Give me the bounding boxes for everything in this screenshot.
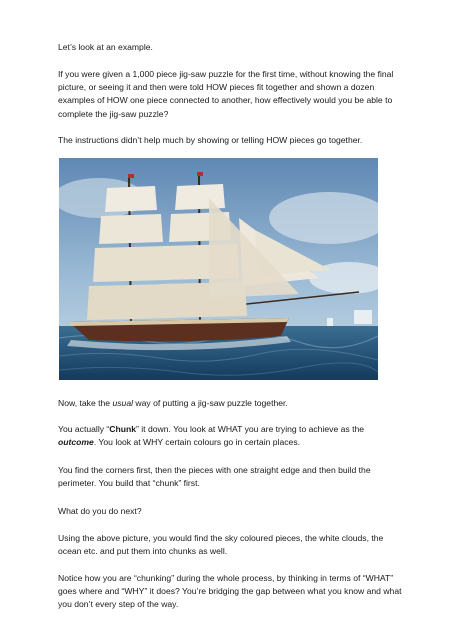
chunk-text-3: . You look at WHY certain colours go in certain places. bbox=[93, 437, 301, 448]
usual-text-after: way of putting a jig-saw puzzle together. bbox=[133, 398, 288, 408]
usual-way-paragraph bbox=[58, 397, 404, 410]
usual-emphasis: usual bbox=[112, 398, 134, 408]
chunk-bold-word: Chunk bbox=[109, 424, 137, 434]
instructions-paragraph: The instructions didn’t help much by showing or telling HOW pieces go together. bbox=[58, 135, 363, 145]
corners-paragraph: You find the corners first, then the pieces with one straight edge and then build the perimeter. You build that “chunk” first. bbox=[58, 465, 371, 489]
intro-paragraph: Let’s look at an example. bbox=[58, 42, 153, 52]
usual-text-before: Now, take the bbox=[58, 398, 113, 408]
chunk-text-1: You actually “ bbox=[58, 424, 110, 434]
sailing-ship-photo-icon bbox=[59, 158, 378, 380]
question-paragraph: If you were given a 1,000 piece jig-saw puzzle for the first time, without knowing the final picture, or seeing it and then were told HOW pieces fit together and shown a dozen examples of HOW one piece connected to another, how effectively would you be able to complete the jig-saw puzzle? bbox=[58, 69, 394, 119]
notice-paragraph: Notice how you are “chunking” during the whole process, by thinking in terms of “WHAT” goes where and “WHY” it does? You’re bridging the gap between what you know and what you don’t every step of the way. bbox=[58, 573, 402, 610]
above-picture-paragraph: Using the above picture, you would find the sky coloured pieces, the white clouds, the ocean etc. and put them into chunks as well. bbox=[58, 533, 384, 557]
chunk-paragraph bbox=[58, 423, 404, 449]
chunk-text-2: ” it down. You look at WHAT you are trying to achieve as the bbox=[136, 424, 365, 434]
outcome-bold-word: outcome bbox=[58, 437, 94, 448]
next-paragraph: What do you do next? bbox=[58, 506, 142, 516]
